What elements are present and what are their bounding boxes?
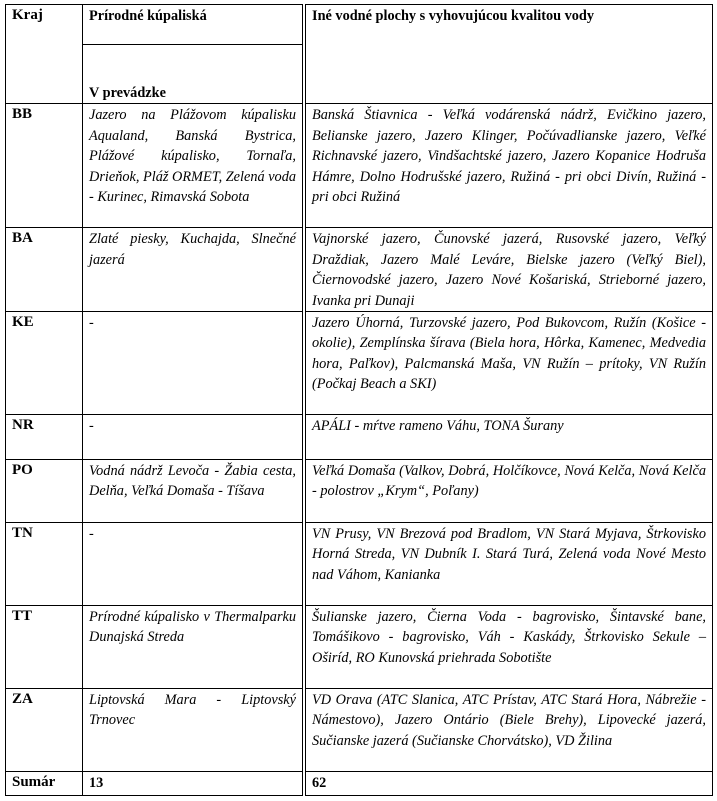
region-code: BB xyxy=(6,104,83,228)
table-row xyxy=(6,689,713,772)
header-row xyxy=(6,5,713,104)
natural-pools-cell: - xyxy=(83,415,305,460)
header-v-prevadzke: V prevádzke xyxy=(89,85,166,101)
region-code: TT xyxy=(6,606,83,689)
natural-pools-cell: Zlaté piesky, Kuchajda, Slnečné jazerá xyxy=(83,228,305,312)
other-water-bodies-cell: Banská Štiavnica - Veľká vodárenská nádrž, Evičkino jazero, Belianske jazero, Jazero Klinger, Počúvadlianske jazero, Veľké Richnavské jazero, Vindšachtské jazero, Jazero Kopanice Hodruša Hámre, Dolno Hodrušské jazero, Ružiná - pri obci Divín, Ružiná - pri obci Ružiná xyxy=(304,104,713,228)
table-row xyxy=(6,228,713,312)
summary-label: Sumár xyxy=(6,772,83,796)
other-water-bodies-cell: Vajnorské jazero, Čunovské jazerá, Rusovské jazero, Veľký Draždiak, Jazero Malé Leváre, Bielske jazero (Veľký Biel), Čiernovodské jazero, Jazero Nové Košariská, Strieborné jazero, Ivanka pri Dunaji xyxy=(304,228,713,312)
header-kupaliska-cell xyxy=(83,5,305,104)
region-code: TN xyxy=(6,523,83,606)
natural-pools-cell: Jazero na Plážovom kúpalisku Aqualand, Banská Bystrica, Plážové kúpalisko, Tornaľa, Drieňok, Pláž ORMET, Zelená voda - Kurinec, Rimavská Sobota xyxy=(83,104,305,228)
natural-pools-cell: - xyxy=(83,523,305,606)
other-water-bodies-cell: Jazero Úhorná, Turzovské jazero, Pod Bukovcom, Ružín (Košice - okolie), Zemplínska šírava (Biela hora, Hôrka, Kamenec, Medvedia hora, Paľkov), Palcmanská Maša, VN Ružín – prítoky, VN Ružín (Počkaj Beach a SKI) xyxy=(304,312,713,415)
other-water-bodies-cell: Veľká Domaša (Valkov, Dobrá, Holčíkovce, Nová Kelča, Nová Kelča - polostrov „Krym“, Poľany) xyxy=(304,460,713,523)
table-row xyxy=(6,312,713,415)
natural-pools-cell: Prírodné kúpalisko v Thermalparku Dunajská Streda xyxy=(83,606,305,689)
summary-kupaliska-count: 13 xyxy=(83,772,305,796)
other-water-bodies-cell: Šulianske jazero, Čierna Voda - bagrovisko, Šintavské bane, Tomášikovo - bagrovisko, Váh - Kaskády, Štrkovisko Sekule – Oširíd, RO Kunovská priehrada Sobotište xyxy=(304,606,713,689)
table-row xyxy=(6,606,713,689)
table-row xyxy=(6,415,713,460)
header-kupaliska: Prírodné kúpaliská xyxy=(83,5,302,45)
table-row xyxy=(6,104,713,228)
water-bodies-table xyxy=(5,4,713,796)
other-water-bodies-cell: VN Prusy, VN Brezová pod Bradlom, VN Stará Myjava, Štrkovisko Horná Streda, VN Dubník I. Stará Turá, Zelená voda Nové Mesto nad Váhom, Kanianka xyxy=(304,523,713,606)
natural-pools-cell: Vodná nádrž Levoča - Žabia cesta, Delňa, Veľká Domaša - Tíšava xyxy=(83,460,305,523)
header-ine-plochy: Iné vodné plochy s vyhovujúcou kvalitou vody xyxy=(304,5,713,104)
summary-ine-count: 62 xyxy=(304,772,713,796)
region-code: BA xyxy=(6,228,83,312)
region-code: KE xyxy=(6,312,83,415)
natural-pools-cell: Liptovská Mara - Liptovský Trnovec xyxy=(83,689,305,772)
region-code: ZA xyxy=(6,689,83,772)
table-row xyxy=(6,460,713,523)
other-water-bodies-cell: VD Orava (ATC Slanica, ATC Prístav, ATC Stará Hora, Nábrežie - Námestovo), Jazero Ontário (Biele Brehy), Lipovecké jazerá, Sučianske jazerá (Sučianske Chorvátsko), VD Žilina xyxy=(304,689,713,772)
table-row xyxy=(6,523,713,606)
natural-pools-cell: - xyxy=(83,312,305,415)
region-code: NR xyxy=(6,415,83,460)
other-water-bodies-cell: APÁLI - mŕtve rameno Váhu, TONA Šurany xyxy=(304,415,713,460)
region-code: PO xyxy=(6,460,83,523)
summary-row xyxy=(6,772,713,796)
header-kraj: Kraj xyxy=(6,5,83,104)
